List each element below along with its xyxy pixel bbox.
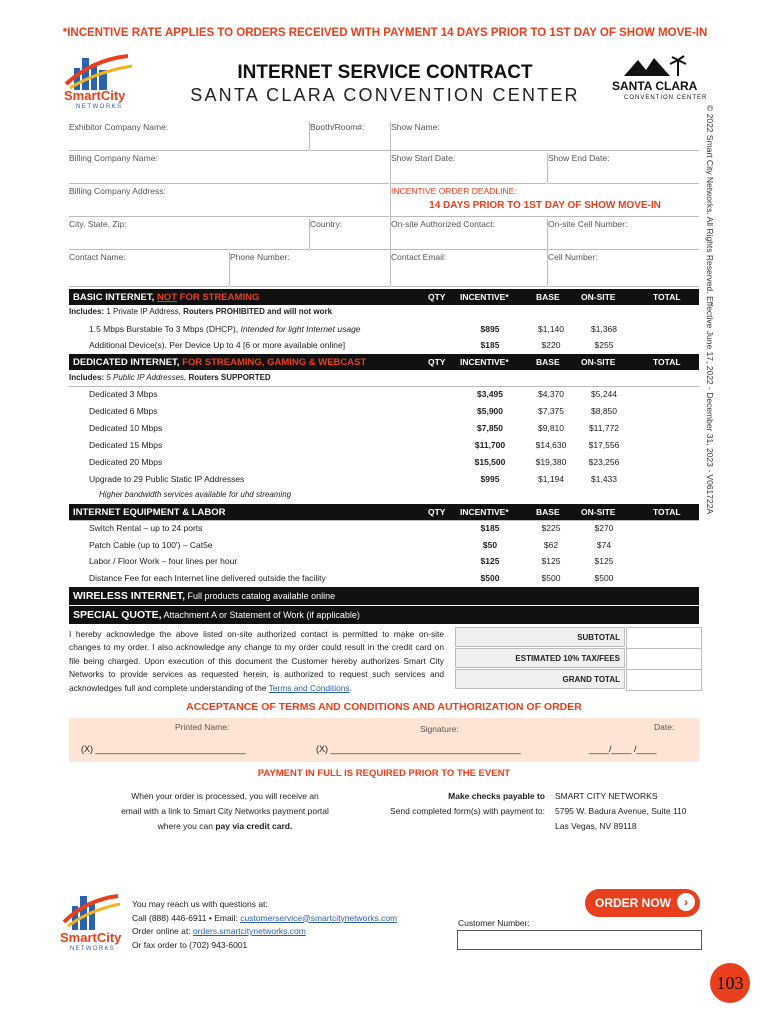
scc-logo-text: SANTA CLARA [612,79,698,93]
wireless-header: WIRELESS INTERNET, Full products catalog available online [69,587,699,605]
table-row: Dedicated 10 Mbps $7,850 $9,810 $11,772 [89,423,620,433]
bandwidth-note: Higher bandwidth services available for uhd streaming [99,490,292,499]
printed-name-label: Printed Name: [175,722,230,732]
basic-includes: Includes: 1 Private IP Address, Routers PROHIBITED and will not work [69,307,333,316]
table-row: Dedicated 3 Mbps $3,495 $4,370 $5,244 [89,389,617,399]
contact-email-field[interactable]: Contact Email: [391,252,547,287]
country-field[interactable]: Country: [310,219,390,250]
exhibitor-field[interactable]: Exhibitor Company Name: [69,122,309,151]
date-label: Date: [654,722,675,732]
table-row: Dedicated 20 Mbps $15,500 $19,380 $23,256 [89,457,620,467]
order-online-link[interactable]: orders.smartcitynetworks.com [192,926,306,936]
dedicated-internet-header: DEDICATED INTERNET, FOR STREAMING, GAMING & WEBCAST QTY INCENTIVE* BASE ON-SITE TOTAL [69,354,699,370]
svg-text:NETWORKS: NETWORKS [70,946,116,952]
acceptance-heading: ACCEPTANCE OF TERMS AND CONDITIONS AND AUTHORIZATION OF ORDER [186,701,582,713]
onsite-contact-field[interactable]: On-site Authorized Contact: [391,219,547,250]
logo-subtext: NETWORKS [76,104,123,110]
contact-form [69,118,699,288]
deadline-value: 14 DAYS PRIOR TO 1ST DAY OF SHOW MOVE-IN [391,200,699,217]
table-row: Patch Cable (up to 100') – Cat5e $50 $62 $74 [89,540,612,550]
page-number-badge: 103 [710,963,750,1003]
order-now-button[interactable]: ORDER NOW › [585,889,700,917]
page-subtitle: SANTA CLARA CONVENTION CENTER [190,85,580,105]
table-row: Labor / Floor Work – four lines per hour $125 $125 $125 [89,556,614,566]
customer-number-field[interactable] [457,930,702,950]
phone-field[interactable]: Phone Number: [230,252,390,287]
payment-instructions: When your order is processed, you will receive an email with a link to Smart City Networks payment portal where you can pay via credit card. [121,791,329,831]
cell-number-field[interactable]: Cell Number: [548,252,699,287]
tax-label: ESTIMATED 10% TAX/FEES [455,648,625,668]
grand-total-label: GRAND TOTAL [455,669,625,689]
contact-info: You may reach us with questions at: Call (888) 446-6911 • Email: customerservice@smartcitynetworks.com Order online at: orders.smartcitynetworks.com Or fax order to (702) 943-6001 [132,899,398,950]
table-row: Switch Rental – up to 24 ports $185 $225 $270 [89,523,614,533]
city-field[interactable]: City, State, Zip: [69,219,309,250]
scc-logo-subtext: CONVENTION CENTER [624,95,708,101]
onsite-cell-field[interactable]: On-site Cell Number: [548,219,699,250]
signature-box [69,718,699,762]
logo-text: SmartCity [64,88,126,103]
terms-link[interactable]: Terms and Conditions [268,682,350,693]
subtotal-label: SUBTOTAL [455,627,625,647]
signature-label: Signature: [420,724,459,734]
customer-number-label: Customer Number: [458,918,530,928]
mailing-address: SMART CITY NETWORKS 5795 W. Badura Avenue, Suite 110 Las Vegas, NV 89118 [555,791,687,831]
payment-heading: PAYMENT IN FULL IS REQUIRED PRIOR TO THE EVENT [257,768,511,779]
email-link[interactable]: customerservice@smartcitynetworks.com [240,912,398,923]
subtotal-value[interactable] [626,627,702,649]
acknowledgement-text: I hereby acknowledge the above listed on-site authorized contact is permitted to make on-site changes to my order. I also acknowledge any change to my order could result in the credit card on file being charged. Upon execution of this document the Customer hereby authorizes Smart City Networks to provide services as requested herein, is authorized to request such services and acknowledges full and complete understanding of the Terms and Conditions. [69,629,444,693]
deadline-label: INCENTIVE ORDER DEADLINE: [391,186,517,196]
dedicated-includes: Includes: 5 Public IP Addresses, Routers SUPPORTED [69,373,271,382]
show-name-field[interactable]: Show Name: [391,122,699,151]
payable-info: Make checks payable to Send completed form(s) with payment to: [390,791,545,816]
page-title: INTERNET SERVICE CONTRACT [237,62,533,83]
table-row: 1.5 Mbps Burstable To 3 Mbps (DHCP), Intended for light Internet usage $895 $1,140 $1,368 [89,324,617,334]
show-end-field[interactable]: Show End Date: [548,153,699,184]
special-quote-header: SPECIAL QUOTE, Attachment A or Statement of Work (if applicable) [69,606,699,624]
billing-name-field[interactable]: Billing Company Name: [69,153,389,184]
smartcity-footer-logo [60,890,130,952]
table-row: Upgrade to 29 Public Static IP Addresses $995 $1,194 $1,433 [89,474,617,484]
basic-internet-header: BASIC INTERNET, NOT FOR STREAMING QTY INCENTIVE* BASE ON-SITE TOTAL [69,289,699,305]
signature-field[interactable]: (X) ______________________________________ [316,744,521,754]
chevron-right-icon: › [677,893,695,911]
date-field[interactable]: ____/____ /____ [589,744,657,754]
tax-value[interactable] [626,648,702,670]
incentive-banner: *INCENTIVE RATE APPLIES TO ORDERS RECEIVED WITH PAYMENT 14 DAYS PRIOR TO 1ST DAY OF SHOW MOVE-IN [62,27,708,39]
grand-total-value[interactable] [626,669,702,691]
equipment-header: INTERNET EQUIPMENT & LABOR QTY INCENTIVE* BASE ON-SITE TOTAL [69,504,699,520]
printed-name-field[interactable]: (X) ______________________________ [81,744,246,754]
table-row: Dedicated 6 Mbps $5,900 $7,375 $8,850 [89,406,617,416]
booth-field[interactable]: Booth/Room#: [310,122,390,151]
contact-name-field[interactable]: Contact Name: [69,252,229,287]
svg-text:SmartCity: SmartCity [60,930,122,945]
side-copyright: © 2022 Smart City Networks. All Rights Reserved. Effective June 17, 2022 - December 31, 2023 - V061722A [705,105,715,515]
smartcity-logo [62,50,142,110]
show-start-field[interactable]: Show Start Date: [391,153,547,184]
table-row: Additional Device(s), Per Device Up to 4 [6 or more available online] $185 $220 $255 [89,340,614,350]
table-row: Dedicated 15 Mbps $11,700 $14,630 $17,556 [89,440,620,450]
santa-clara-logo [610,52,710,102]
table-row: Distance Fee for each Internet line delivered outside the facility $500 $500 $500 [89,573,614,583]
billing-address-field[interactable]: Billing Company Address: [69,186,389,217]
